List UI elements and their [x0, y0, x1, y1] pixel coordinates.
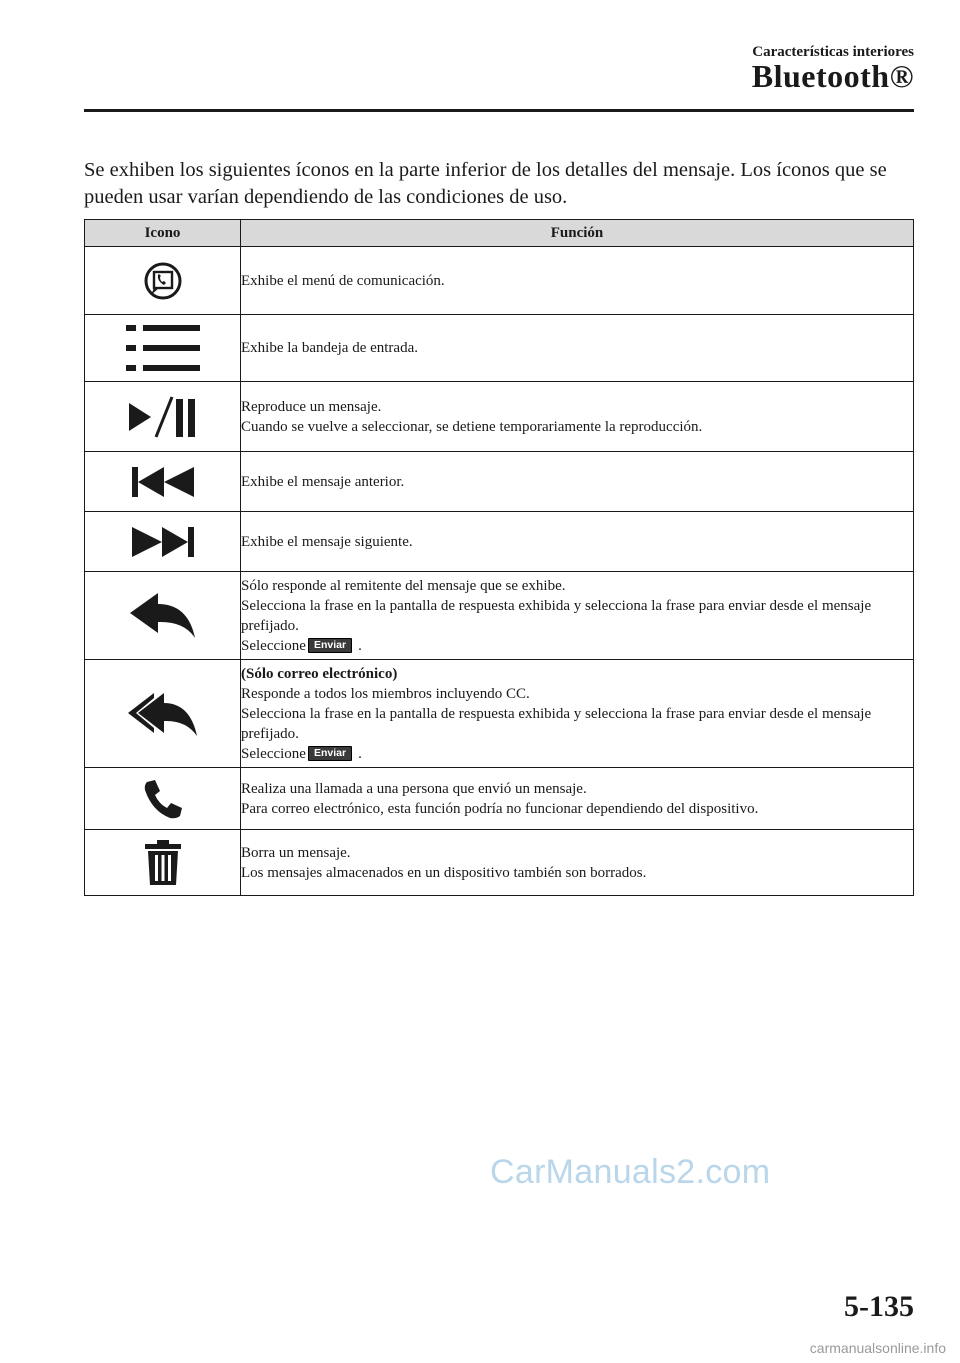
enviar-button: Enviar [308, 746, 352, 761]
table-row [85, 768, 914, 830]
table-row [85, 247, 914, 315]
select-prefix: Seleccione [241, 745, 306, 762]
trash-icon [143, 839, 183, 887]
table-row [85, 315, 914, 382]
function-text: Reproduce un mensaje. [241, 398, 382, 415]
function-text: Los mensajes almacenados en un dispositivo también son borrados. [241, 864, 647, 881]
function-cell [241, 572, 914, 660]
function-text: Borra un mensaje. [241, 844, 351, 861]
function-text: Cuando se vuelve a seleccionar, se detiene temporariamente la reproducción. [241, 418, 703, 435]
function-cell [241, 830, 914, 896]
table-header-row [85, 220, 914, 247]
icon-cell [85, 768, 241, 830]
function-heading: (Sólo correo electrónico) [241, 665, 398, 682]
function-cell [241, 768, 914, 830]
icon-cell [85, 512, 241, 572]
function-text: Selecciona la frase en la pantalla de respuesta exhibida y selecciona la frase para enviar desde el mensaje prefijado. [241, 597, 872, 634]
table-row [85, 512, 914, 572]
function-text: Exhibe la bandeja de entrada. [241, 340, 418, 356]
function-text: Para correo electrónico, esta función podría no funcionar dependiendo del dispositivo. [241, 800, 759, 817]
function-cell [241, 512, 914, 572]
footer-site-link[interactable]: carmanualsonline.info [809, 1340, 946, 1356]
select-prefix: Seleccione [241, 637, 306, 654]
function-text: Selecciona la frase en la pantalla de respuesta exhibida y selecciona la frase para enviar desde el mensaje prefijado. [241, 705, 872, 742]
function-text: Sólo responde al remitente del mensaje que se exhibe. [241, 577, 566, 594]
column-header-icon: Icono [85, 220, 241, 247]
enviar-button: Enviar [308, 638, 352, 653]
function-text: Exhibe el menú de comunicación. [241, 272, 445, 289]
table-row [85, 572, 914, 660]
communication-menu-icon [140, 261, 186, 301]
function-text: Exhibe el mensaje siguiente. [241, 533, 413, 550]
function-text: Responde a todos los miembros incluyendo CC. [241, 685, 530, 702]
function-cell [241, 660, 914, 768]
function-cell [241, 247, 914, 315]
icon-cell [85, 830, 241, 896]
section-title: Características interiores [752, 44, 914, 60]
table-row [85, 830, 914, 896]
page-number: 5-135 [844, 1290, 914, 1323]
select-suffix: . [358, 745, 362, 762]
column-header-function: Función [241, 220, 914, 247]
icon-cell [85, 452, 241, 512]
header-divider [84, 109, 914, 112]
icon-cell [85, 382, 241, 452]
function-text: Exhibe el mensaje anterior. [241, 473, 405, 490]
function-text: Realiza una llamada a una persona que envió un mensaje. [241, 780, 587, 797]
select-suffix: . [358, 637, 362, 654]
previous-track-icon [130, 465, 196, 499]
phone-icon [142, 778, 184, 820]
next-track-icon [130, 525, 196, 559]
intro-paragraph: Se exhiben los siguientes íconos en la parte inferior de los detalles del mensaje. Los íconos que se pueden usar varían dependiendo de las condiciones de uso. [84, 159, 887, 208]
icon-cell [85, 315, 241, 382]
function-cell [241, 382, 914, 452]
inbox-list-icon [123, 322, 203, 374]
function-cell [241, 452, 914, 512]
page-title: Bluetooth® [751, 58, 914, 94]
reply-icon [128, 591, 198, 641]
icon-cell [85, 572, 241, 660]
icons-table [84, 219, 914, 896]
select-instruction [241, 636, 913, 656]
play-pause-icon [127, 393, 199, 441]
function-cell [241, 315, 914, 382]
icon-cell [85, 247, 241, 315]
watermark: CarManuals2.com [490, 1153, 771, 1191]
icon-cell [85, 660, 241, 768]
reply-all-icon [126, 689, 200, 739]
select-instruction [241, 744, 913, 764]
table-row [85, 660, 914, 768]
table-row [85, 452, 914, 512]
table-row [85, 382, 914, 452]
